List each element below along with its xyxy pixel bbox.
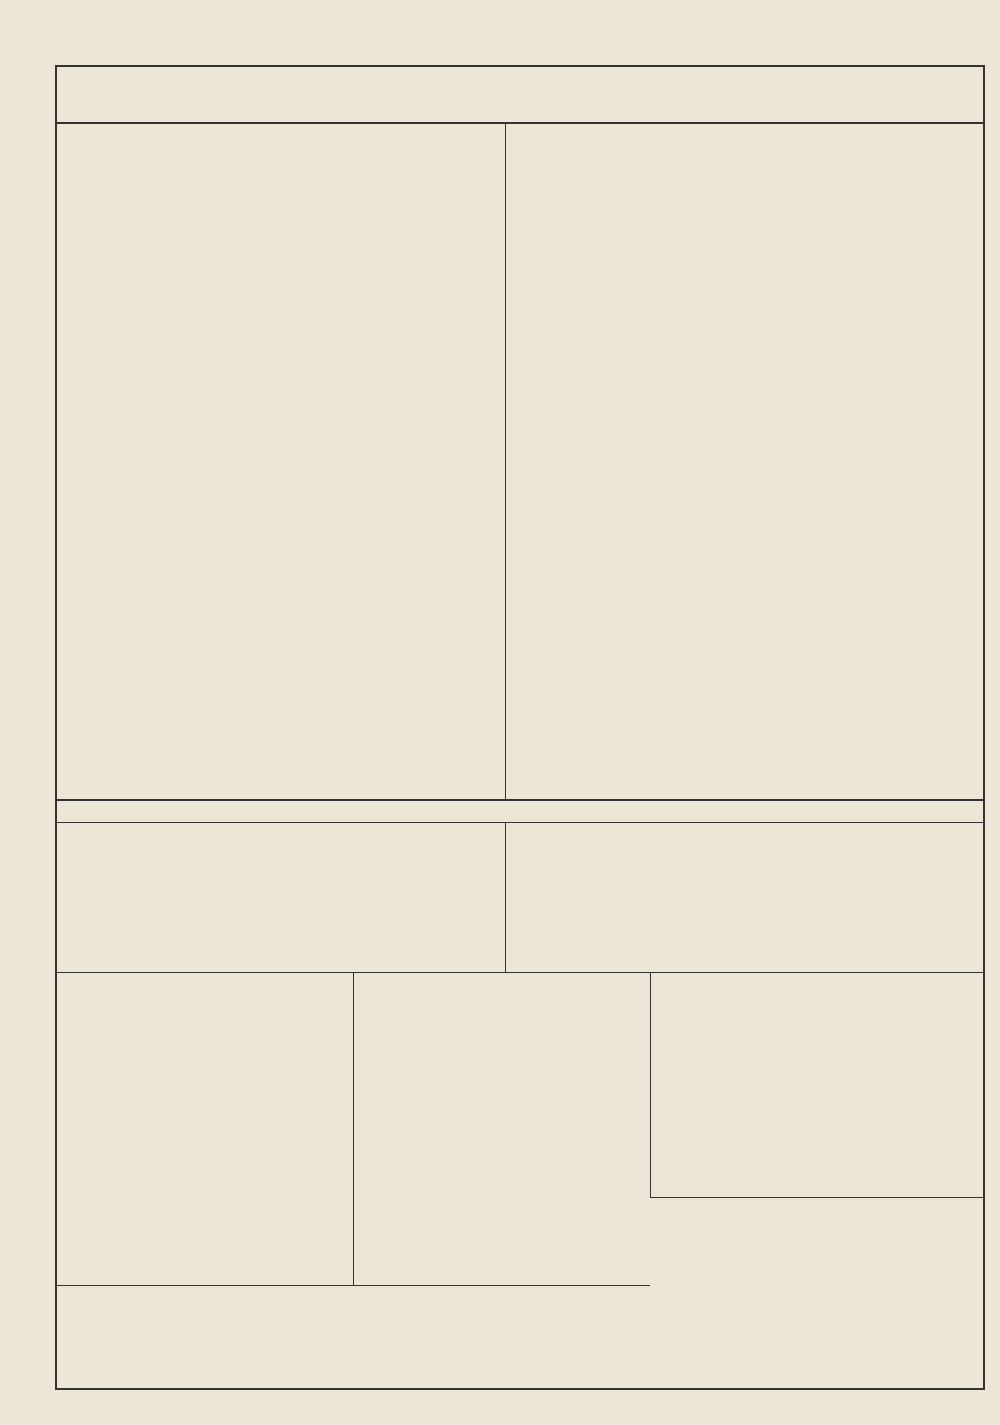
center-divider bbox=[505, 122, 506, 799]
positions-area bbox=[57, 122, 983, 799]
page-frame bbox=[55, 65, 985, 1390]
page-header bbox=[57, 67, 983, 124]
ds-heading-row bbox=[57, 804, 983, 822]
section-divider bbox=[57, 799, 983, 801]
